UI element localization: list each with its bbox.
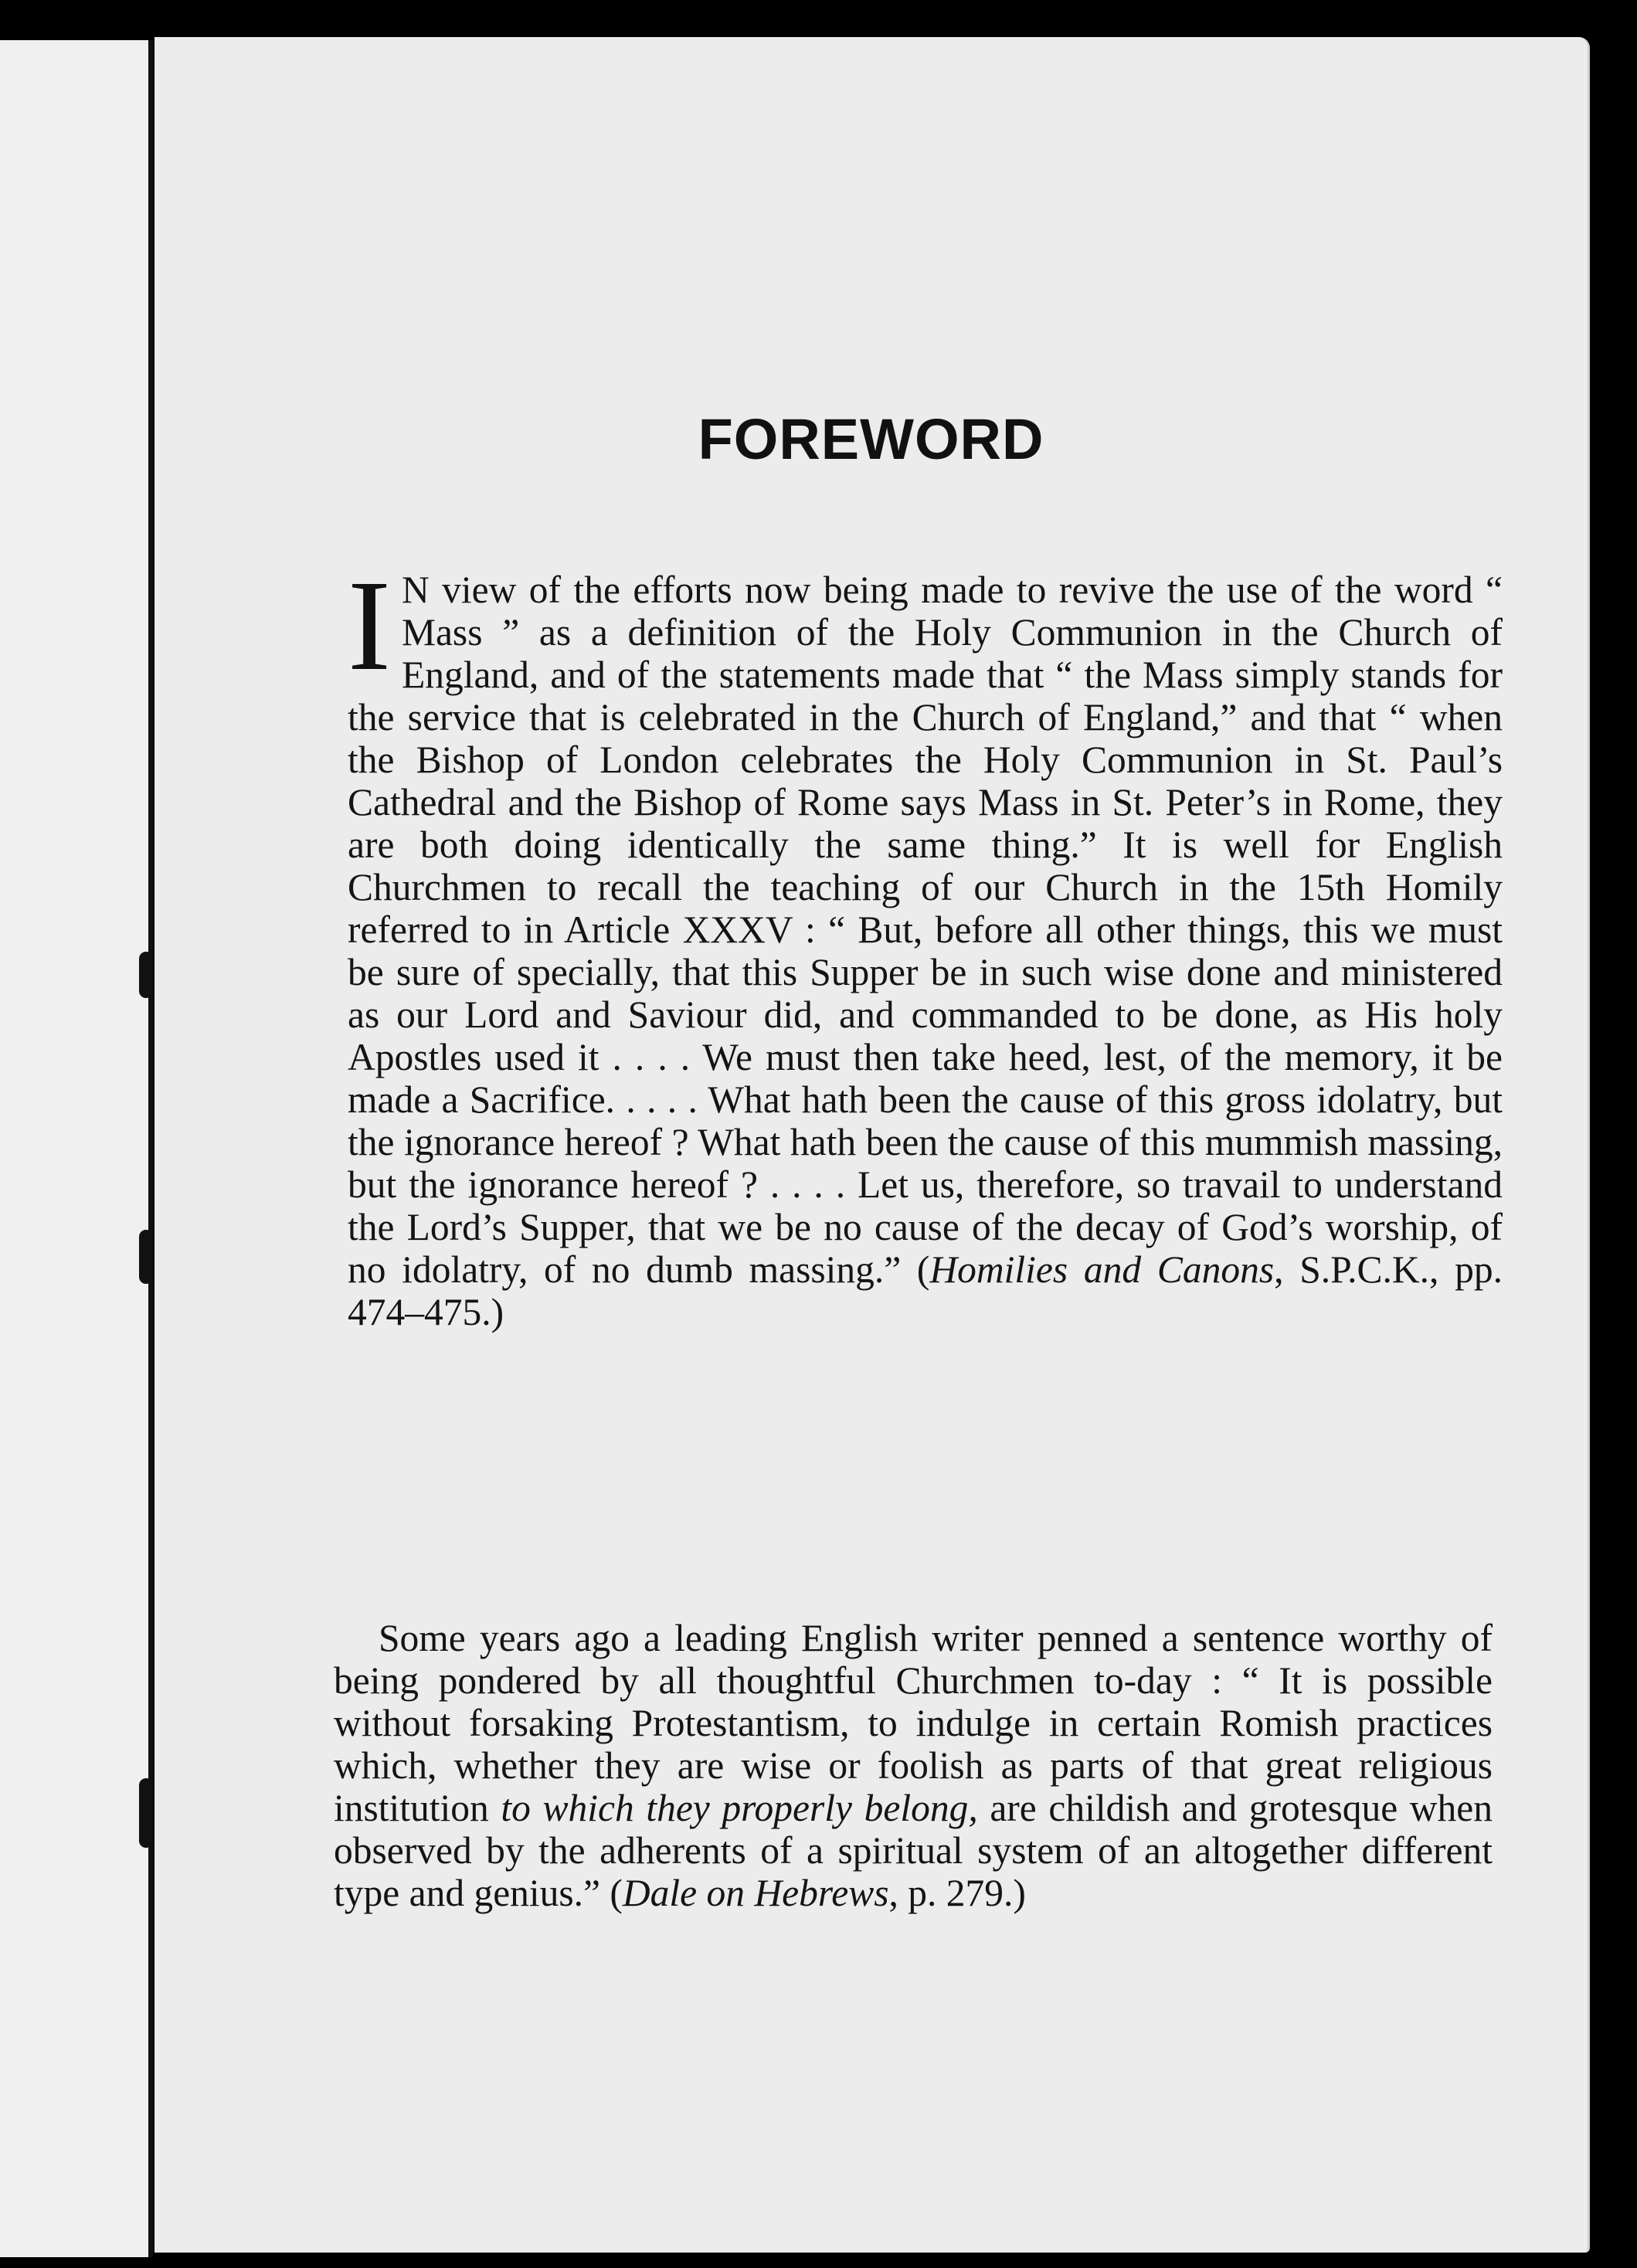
previous-page-edge bbox=[0, 40, 153, 2257]
binding-mark bbox=[139, 952, 153, 998]
drop-cap: I bbox=[348, 554, 391, 698]
paragraph-1-text: N view of the efforts now being made to revive the use of the word “ Mass ” as a definition of the Holy Communion in the Church of England, and of the statements made that “ the Mass simply stands for the service that is celebrated in the Church of England,” and that “ when the Bishop of London celebrates the Holy Communion in St. Paul’s Cathedral and the Bishop of Rome says Mass in St. Peter’s in Rome, they are both doing identically the same thing.” It is well for English Churchmen to recall the teaching of our Church in the 15th Homily referred to in Article XXXV : “ But, before all other things, this we must be sure of specially, that this Supper be in such wise done and ministered as our Lord and Saviour did, and commanded to be done, as His holy Apostles used it . . . . We must then take heed, lest, of the memory, it be made a Sacrifice. . . . . What hath been the cause of this gross idolatry, but the ignorance hereof ? What hath been the cause of this mummish massing, but the ignorance hereof ? . . . . Let us, therefore, so travail to understand the Lord’s Supper, that we be no cause of the decay of God’s worship, of no idolatry, of no dumb massing.” ( bbox=[348, 569, 1503, 1291]
binding-mark bbox=[139, 1230, 153, 1284]
paragraph-1 bbox=[348, 554, 1503, 1333]
document-page bbox=[155, 37, 1590, 2253]
binding-mark bbox=[139, 1778, 153, 1848]
citation-rest: , p. 279.) bbox=[888, 1872, 1026, 1914]
paragraph-2-text-after: are childish and grotesque when observed by the adherents of a spiritual system of an altogether different type and genius.” ( bbox=[334, 1787, 1493, 1914]
citation-title: Homilies and Canons bbox=[929, 1248, 1275, 1291]
citation-title: Dale on Hebrews bbox=[622, 1872, 889, 1914]
citation-rest: , S.P.C.K., pp. 474–475.) bbox=[348, 1248, 1503, 1333]
paragraph-2 bbox=[334, 1617, 1493, 1914]
page-title: FOREWORD bbox=[698, 407, 1044, 471]
emphasis-text: to which they properly belong, bbox=[501, 1787, 978, 1829]
paragraph-2-text: Some years ago a leading English writer penned a sentence worthy of being pondered by all thoughtful Churchmen to-day : “ It is possible without forsaking Protestantism, to indulge in certain Romish practices which, whether they are wise or foolish as parts of that great religious institution bbox=[334, 1617, 1493, 1829]
